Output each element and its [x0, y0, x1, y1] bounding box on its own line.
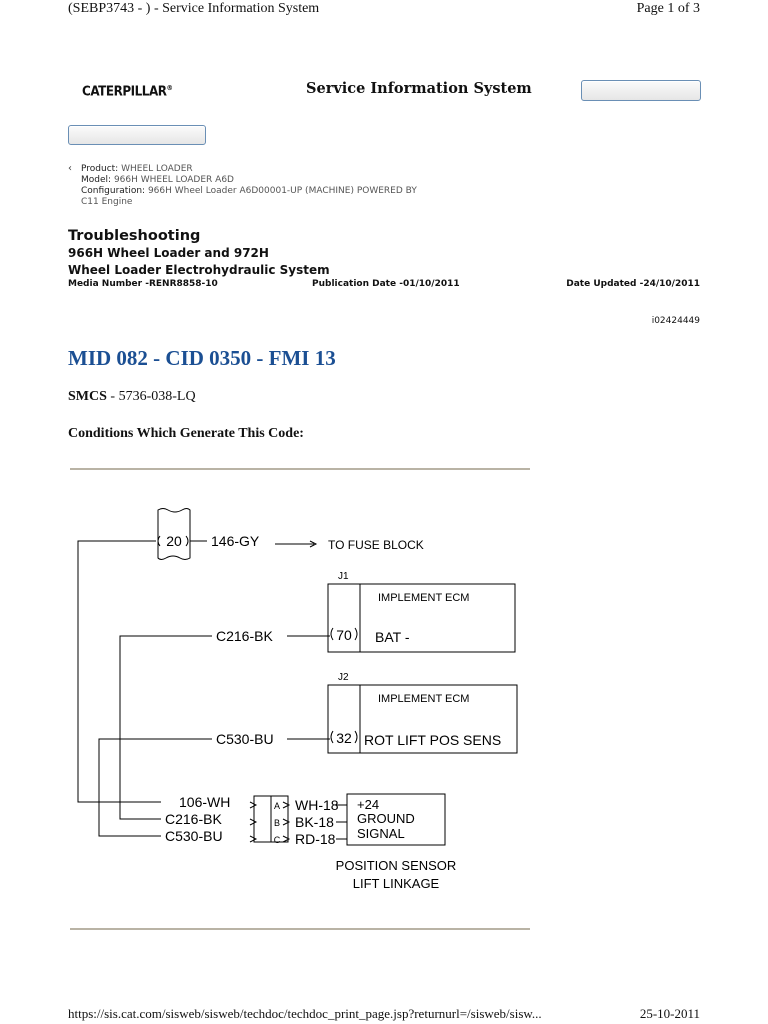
- diagram-j2: J2: [338, 672, 349, 683]
- diagram-pin-20: 20: [166, 533, 182, 549]
- diagram-pin-c: C: [273, 835, 281, 845]
- product-info: ‹ Product: WHEEL LOADER Model: 966H WHEEL LOADER A6D Configuration: 966H Wheel Loader A6D00001-UP (MACHINE) POWERED BY C11 Engine: [68, 163, 417, 207]
- diagram-wire-c530bu: C530-BU: [216, 731, 274, 747]
- diagram-terminal-ground: GROUND: [357, 811, 415, 826]
- caterpillar-logo: CATERPILLAR®: [82, 84, 173, 100]
- document-id: i02424449: [651, 316, 700, 326]
- diagram-rot-lift-pos-sens: ROT LIFT POS SENS: [364, 732, 502, 748]
- diagram-sensor-rd18: RD-18: [295, 831, 336, 847]
- publication-date: Publication Date -01/10/2011: [312, 279, 460, 289]
- diagram-bat-neg: BAT -: [375, 629, 410, 645]
- diagram-terminal-24v: +24: [357, 797, 380, 812]
- diagram-pin-70: 70: [336, 627, 352, 643]
- diagram-pin-32: 32: [336, 730, 352, 746]
- page-number: Page 1 of 3: [636, 1, 700, 16]
- diagram-ecm2-label: IMPLEMENT ECM: [378, 693, 470, 705]
- diagram-terminal-signal: SIGNAL: [357, 826, 405, 841]
- diagram-lift-linkage: LIFT LINKAGE: [352, 876, 440, 891]
- print-header-title: (SEBP3743 - ) - Service Information System: [68, 1, 320, 16]
- collapse-chevron-icon[interactable]: ‹: [68, 163, 72, 174]
- diagram-to-fuse-block: TO FUSE BLOCK: [328, 538, 424, 552]
- doc-subtitle-1: 966H Wheel Loader and 972H: [68, 246, 269, 260]
- doc-subtitle-2: Wheel Loader Electrohydraulic System: [68, 263, 330, 277]
- footer-url: https://sis.cat.com/sisweb/sisweb/techdoc/techdoc_print_page.jsp?returnurl=/sisweb/sisw...: [68, 1006, 542, 1021]
- diagram-position-sensor: POSITION SENSOR: [335, 858, 457, 873]
- doc-heading: Troubleshooting: [68, 228, 201, 244]
- diagram-wire-146gy: 146-GY: [211, 533, 260, 549]
- diagram-sensor-wh18: WH-18: [295, 797, 339, 813]
- diagram-pin-a: A: [273, 801, 281, 811]
- smcs-line: SMCS - 5736-038-LQ: [68, 389, 196, 404]
- fault-code-title: MID 082 - CID 0350 - FMI 13: [68, 346, 336, 370]
- diagram-harness-c216bk: C216-BK: [165, 811, 222, 827]
- date-updated: Date Updated -24/10/2011: [566, 279, 700, 289]
- system-title: Service Information System: [306, 80, 532, 97]
- diagram-wire-c216bk: C216-BK: [216, 628, 273, 644]
- diagram-harness-106wh: 106-WH: [179, 794, 231, 810]
- conditions-heading: Conditions Which Generate This Code:: [68, 426, 304, 441]
- footer-date: 25-10-2011: [639, 1006, 700, 1021]
- diagram-j1: J1: [338, 571, 349, 582]
- diagram-pin-b: B: [273, 818, 281, 828]
- media-number: Media Number -RENR8858-10: [68, 279, 218, 289]
- diagram-ecm1-label: IMPLEMENT ECM: [378, 592, 470, 604]
- diagram-sensor-bk18: BK-18: [295, 814, 334, 830]
- diagram-harness-c530bu: C530-BU: [165, 828, 223, 844]
